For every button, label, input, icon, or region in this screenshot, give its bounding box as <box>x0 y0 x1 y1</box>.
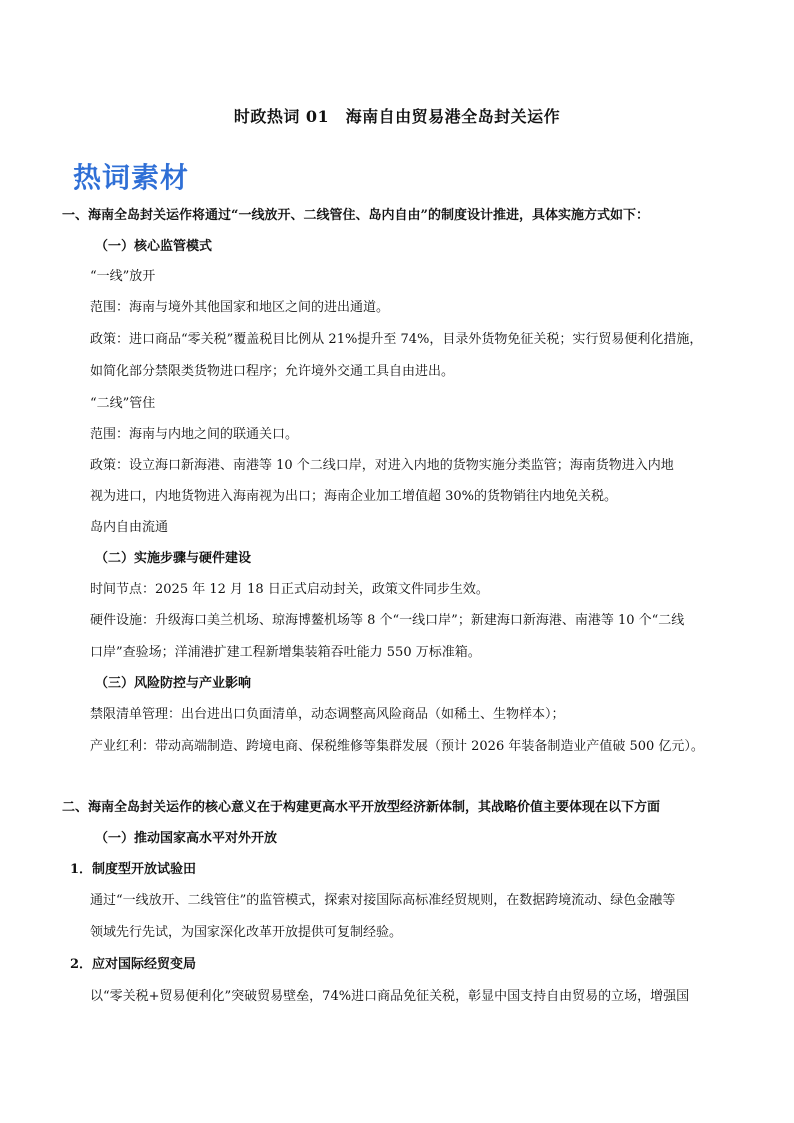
part1-sub1-heading: （一）核心监管模式 <box>95 239 213 254</box>
page-title: 时政热词 01 海南自由贸易港全岛封关运作 <box>233 107 561 126</box>
line1-policy-cont: 如简化部分禁限类货物进口程序；允许境外交通工具自由进出。 <box>90 364 455 379</box>
part2-sub1-heading: （一）推动国家高水平对外开放 <box>95 831 278 846</box>
line1-policy: 政策：进口商品“零关税”覆盖税目比例从 21%提升至 74%，目录外货物免征关税；实行贸易便利化措施， <box>90 332 703 347</box>
item2-heading: 2．应对国际经贸变局 <box>70 957 197 972</box>
part1-heading: 一、海南全岛封关运作将通过“一线放开、二线管住、岛内自由”的制度设计推进，具体实施方式如下： <box>62 208 649 223</box>
line1-label: “一线”放开 <box>90 269 156 284</box>
hardware-text: 硬件设施：升级海口美兰机场、琼海博鳌机场等 8 个“一线口岸”；新建海口新海港、南港等 10 个“二线 <box>90 613 685 628</box>
item1-heading: 1．制度型开放试验田 <box>70 862 197 877</box>
line2-scope: 范围：海南与内地之间的联通关口。 <box>90 427 299 442</box>
hardware-text-cont: 口岸”查验场；洋浦港扩建工程新增集装箱吞吐能力 550 万标准箱。 <box>90 645 481 660</box>
part2-heading: 二、海南全岛封关运作的核心意义在于构建更高水平开放型经济新体制，其战略价值主要体现在以下方面 <box>62 800 661 815</box>
part1-sub2-heading: （二）实施步骤与硬件建设 <box>95 551 252 566</box>
item2-text: 以“零关税+贸易便利化”突破贸易壁垒，74%进口商品免征关税，彰显中国支持自由贸易的立场，增强国 <box>90 989 690 1004</box>
line3-label: 岛内自由流通 <box>90 520 169 535</box>
industry-dividend-text: 产业红利：带动高端制造、跨境电商、保税维修等集群发展（预计 2026 年装备制造业产值破 500 亿元）。 <box>90 739 704 754</box>
item1-text: 通过“一线放开、二线管住”的监管模式，探索对接国际高标准经贸规则，在数据跨境流动、绿色金融等 <box>90 893 676 908</box>
part1-sub3-heading: （三）风险防控与产业影响 <box>95 676 252 691</box>
line1-scope: 范围：海南与境外其他国家和地区之间的进出通道。 <box>90 300 390 315</box>
line2-policy-cont: 视为进口，内地货物进入海南视为出口；海南企业加工增值超 30%的货物销往内地免关税。 <box>90 489 618 504</box>
item1-text-cont: 领域先行先试，为国家深化改革开放提供可复制经验。 <box>90 925 403 940</box>
timeline-text: 时间节点：2025 年 12 月 18 日正式启动封关，政策文件同步生效。 <box>90 582 489 597</box>
list-management-text: 禁限清单管理：出台进出口负面清单，动态调整高风险商品（如稀土、生物样本）； <box>90 707 565 722</box>
line2-policy: 政策：设立海口新海港、南港等 10 个二线口岸，对进入内地的货物实施分类监管；海南货物进入内地 <box>90 458 674 473</box>
section-heading: 热词素材 <box>73 161 190 194</box>
line2-label: “二线”管住 <box>90 396 156 411</box>
